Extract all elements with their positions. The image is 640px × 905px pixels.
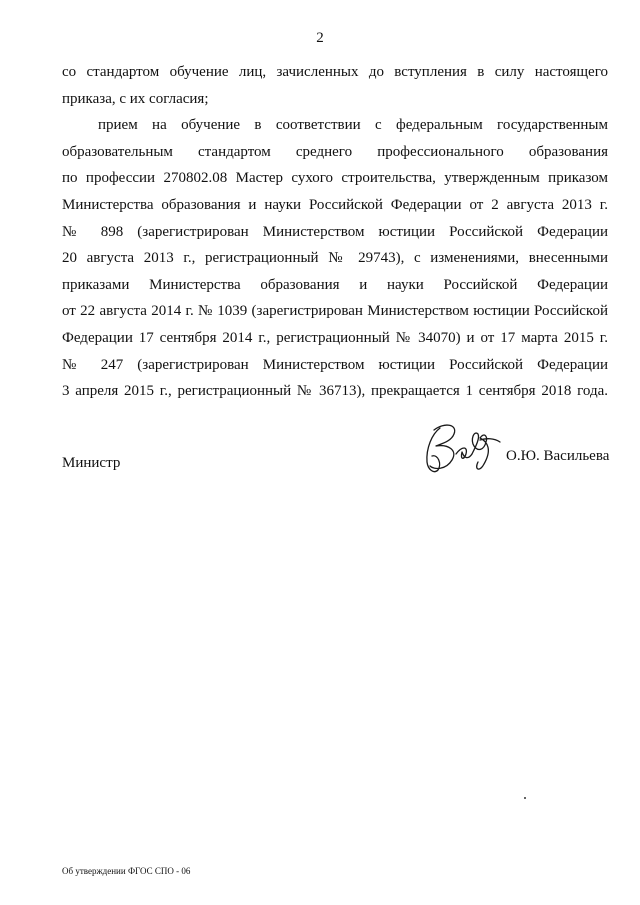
text-line: приказа, с их согласия; — [62, 90, 209, 107]
text-line: прием на обучение в соответствии с федеральным государственным — [98, 117, 608, 134]
text-line: № 247 (зарегистрирован Министерством юстиции Российской Федерации — [62, 356, 608, 373]
text-line: № 898 (зарегистрирован Министерством юстиции Российской Федерации — [62, 223, 608, 240]
footer-note: Об утверждении ФГОС СПО - 06 — [62, 866, 191, 876]
text-line: Министерства образования и науки Российской Федерации от 2 августа 2013 г. — [62, 196, 608, 213]
page-number: 2 — [316, 30, 324, 46]
text-line: Федерации 17 сентября 2014 г., регистрационный № 34070) и от 17 марта 2015 г. — [62, 329, 608, 346]
text-line: приказами Министерства образования и науки Российской Федерации — [62, 276, 608, 293]
text-line: 20 августа 2013 г., регистрационный № 29743), с изменениями, внесенными — [62, 250, 608, 267]
document-body — [62, 59, 608, 405]
minister-title: Министр — [62, 455, 121, 471]
signer-name: О.Ю. Васильева — [506, 448, 610, 464]
text-line: 3 апреля 2015 г., регистрационный № 36713), прекращается 1 сентября 2018 года. — [62, 383, 608, 400]
text-line: по профессии 270802.08 Мастер сухого строительства, утвержденным приказом — [62, 170, 608, 187]
handwritten-signature — [418, 420, 502, 476]
text-line: образовательным стандартом среднего профессионального образования — [62, 143, 608, 160]
text-line: со стандартом обучение лиц, зачисленных до вступления в силу настоящего — [62, 64, 608, 80]
text-line: от 22 августа 2014 г. № 1039 (зарегистрирован Министерством юстиции Российской — [62, 303, 608, 320]
scan-dot-mark — [524, 797, 526, 799]
